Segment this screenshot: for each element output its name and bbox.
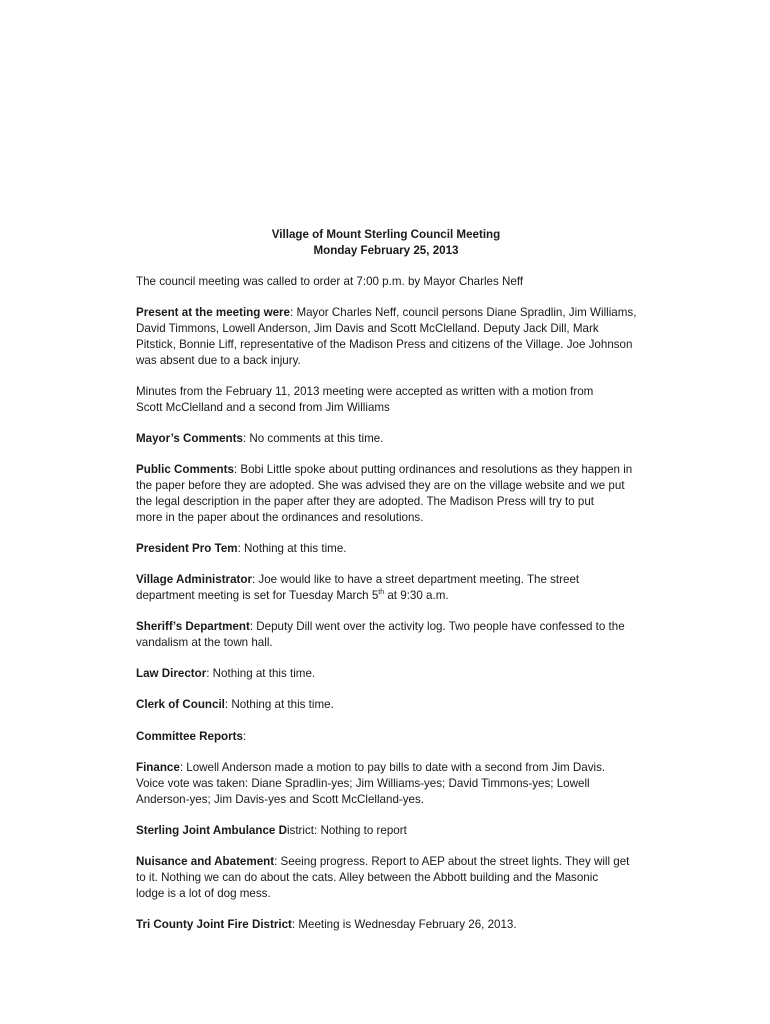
mayor-comments-label: Mayor’s Comments: [136, 432, 243, 445]
nuisance-abatement-text-line: to it. Nothing we can do about the cats. Alley between the Abbott building and the Masonic: [136, 871, 599, 884]
village-administrator-text-line: : Joe would like to have a street department meeting. The street: [251, 573, 580, 586]
minutes-text-line: Minutes from the February 11, 2013 meeting were accepted as written with a motion from: [136, 385, 594, 398]
clerk-of-council-label: Clerk of Council: [136, 698, 225, 711]
present-text-line: Pitstick, Bonnie Liff, representative of the Madison Press and citizens of the Village. Joe Johnson: [136, 338, 633, 351]
committee-reports-label: Committee Reports: [136, 730, 243, 743]
minutes-text-line: Scott McClelland and a second from Jim Williams: [136, 401, 390, 414]
nuisance-abatement-paragraph: [136, 854, 681, 902]
village-administrator-label: Village Administrator: [136, 573, 252, 586]
law-director-label: Law Director: [136, 667, 207, 680]
present-paragraph: [136, 305, 681, 369]
present-label: Present at the meeting were: [136, 306, 290, 319]
clerk-of-council-text: : Nothing at this time.: [224, 698, 334, 711]
sheriff-department-label: Sheriff’s Department: [136, 620, 250, 633]
call-to-order-paragraph: [136, 274, 681, 290]
law-director-text: : Nothing at this time.: [206, 667, 316, 680]
ambulance-district-text: istrict: Nothing to report: [286, 824, 407, 837]
meeting-date: Monday February 25, 2013: [313, 244, 459, 257]
present-text-line: David Timmons, Lowell Anderson, Jim Davis and Scott McClelland. Deputy Jack Dill, Mark: [136, 322, 599, 335]
mayor-comments-paragraph: [136, 431, 681, 447]
sheriff-department-text-line: vandalism at the town hall.: [136, 636, 273, 649]
nuisance-abatement-text-line: lodge is a lot of dog mess.: [136, 887, 271, 900]
clerk-of-council-paragraph: [136, 697, 681, 713]
nuisance-abatement-label: Nuisance and Abatement: [136, 855, 275, 868]
minutes-paragraph: [136, 384, 681, 416]
ambulance-district-paragraph: [136, 823, 681, 839]
document-title: Village of Mount Sterling Council Meeting: [271, 228, 501, 241]
public-comments-paragraph: [136, 462, 681, 526]
public-comments-text-line: the legal description in the paper after they are adopted. The Madison Press will try to put: [136, 495, 594, 508]
finance-paragraph: [136, 760, 681, 808]
fire-district-paragraph: [136, 917, 681, 933]
fire-district-text: : Meeting is Wednesday February 26, 2013.: [291, 918, 517, 931]
mayor-comments-text: : No comments at this time.: [242, 432, 384, 445]
call-to-order-text: The council meeting was called to order at 7:00 p.m. by Mayor Charles Neff: [136, 275, 524, 288]
president-pro-tem-label: President Pro Tem: [136, 542, 238, 555]
village-administrator-text-line: at 9:30 a.m.: [384, 589, 449, 602]
ordinal-suffix: th: [378, 589, 385, 596]
law-director-paragraph: [136, 666, 681, 682]
nuisance-abatement-text-line: : Seeing progress. Report to AEP about the street lights. They will get: [274, 855, 630, 868]
public-comments-text-line: more in the paper about the ordinances and resolutions.: [136, 511, 424, 524]
committee-reports-text: :: [242, 730, 247, 743]
present-text-line: : Mayor Charles Neff, council persons Diane Spradlin, Jim Williams,: [290, 306, 637, 319]
village-administrator-paragraph: [136, 572, 681, 604]
president-pro-tem-text: : Nothing at this time.: [237, 542, 347, 555]
ambulance-district-label: Sterling Joint Ambulance D: [136, 824, 287, 837]
finance-text-line: : Lowell Anderson made a motion to pay bills to date with a second from Jim Davis.: [179, 761, 606, 774]
committee-reports-paragraph: [136, 729, 681, 745]
present-text-line: was absent due to a back injury.: [136, 354, 301, 367]
sheriff-department-text-line: : Deputy Dill went over the activity log. Two people have confessed to the: [249, 620, 625, 633]
finance-text-line: Anderson-yes; Jim Davis-yes and Scott McClelland-yes.: [136, 793, 425, 806]
public-comments-label: Public Comments: [136, 463, 234, 476]
public-comments-text-line: the paper before they are adopted. She was advised they are on the village website and we put: [136, 479, 625, 492]
finance-text-line: Voice vote was taken: Diane Spradlin-yes; Jim Williams-yes; David Timmons-yes; Lowell: [136, 777, 590, 790]
public-comments-text-line: : Bobi Little spoke about putting ordinances and resolutions as they happen in: [233, 463, 633, 476]
finance-label: Finance: [136, 761, 180, 774]
fire-district-label: Tri County Joint Fire District: [136, 918, 292, 931]
sheriff-department-paragraph: [136, 619, 681, 651]
village-administrator-text-line: department meeting is set for Tuesday March 5: [136, 589, 379, 602]
president-pro-tem-paragraph: [136, 541, 681, 557]
